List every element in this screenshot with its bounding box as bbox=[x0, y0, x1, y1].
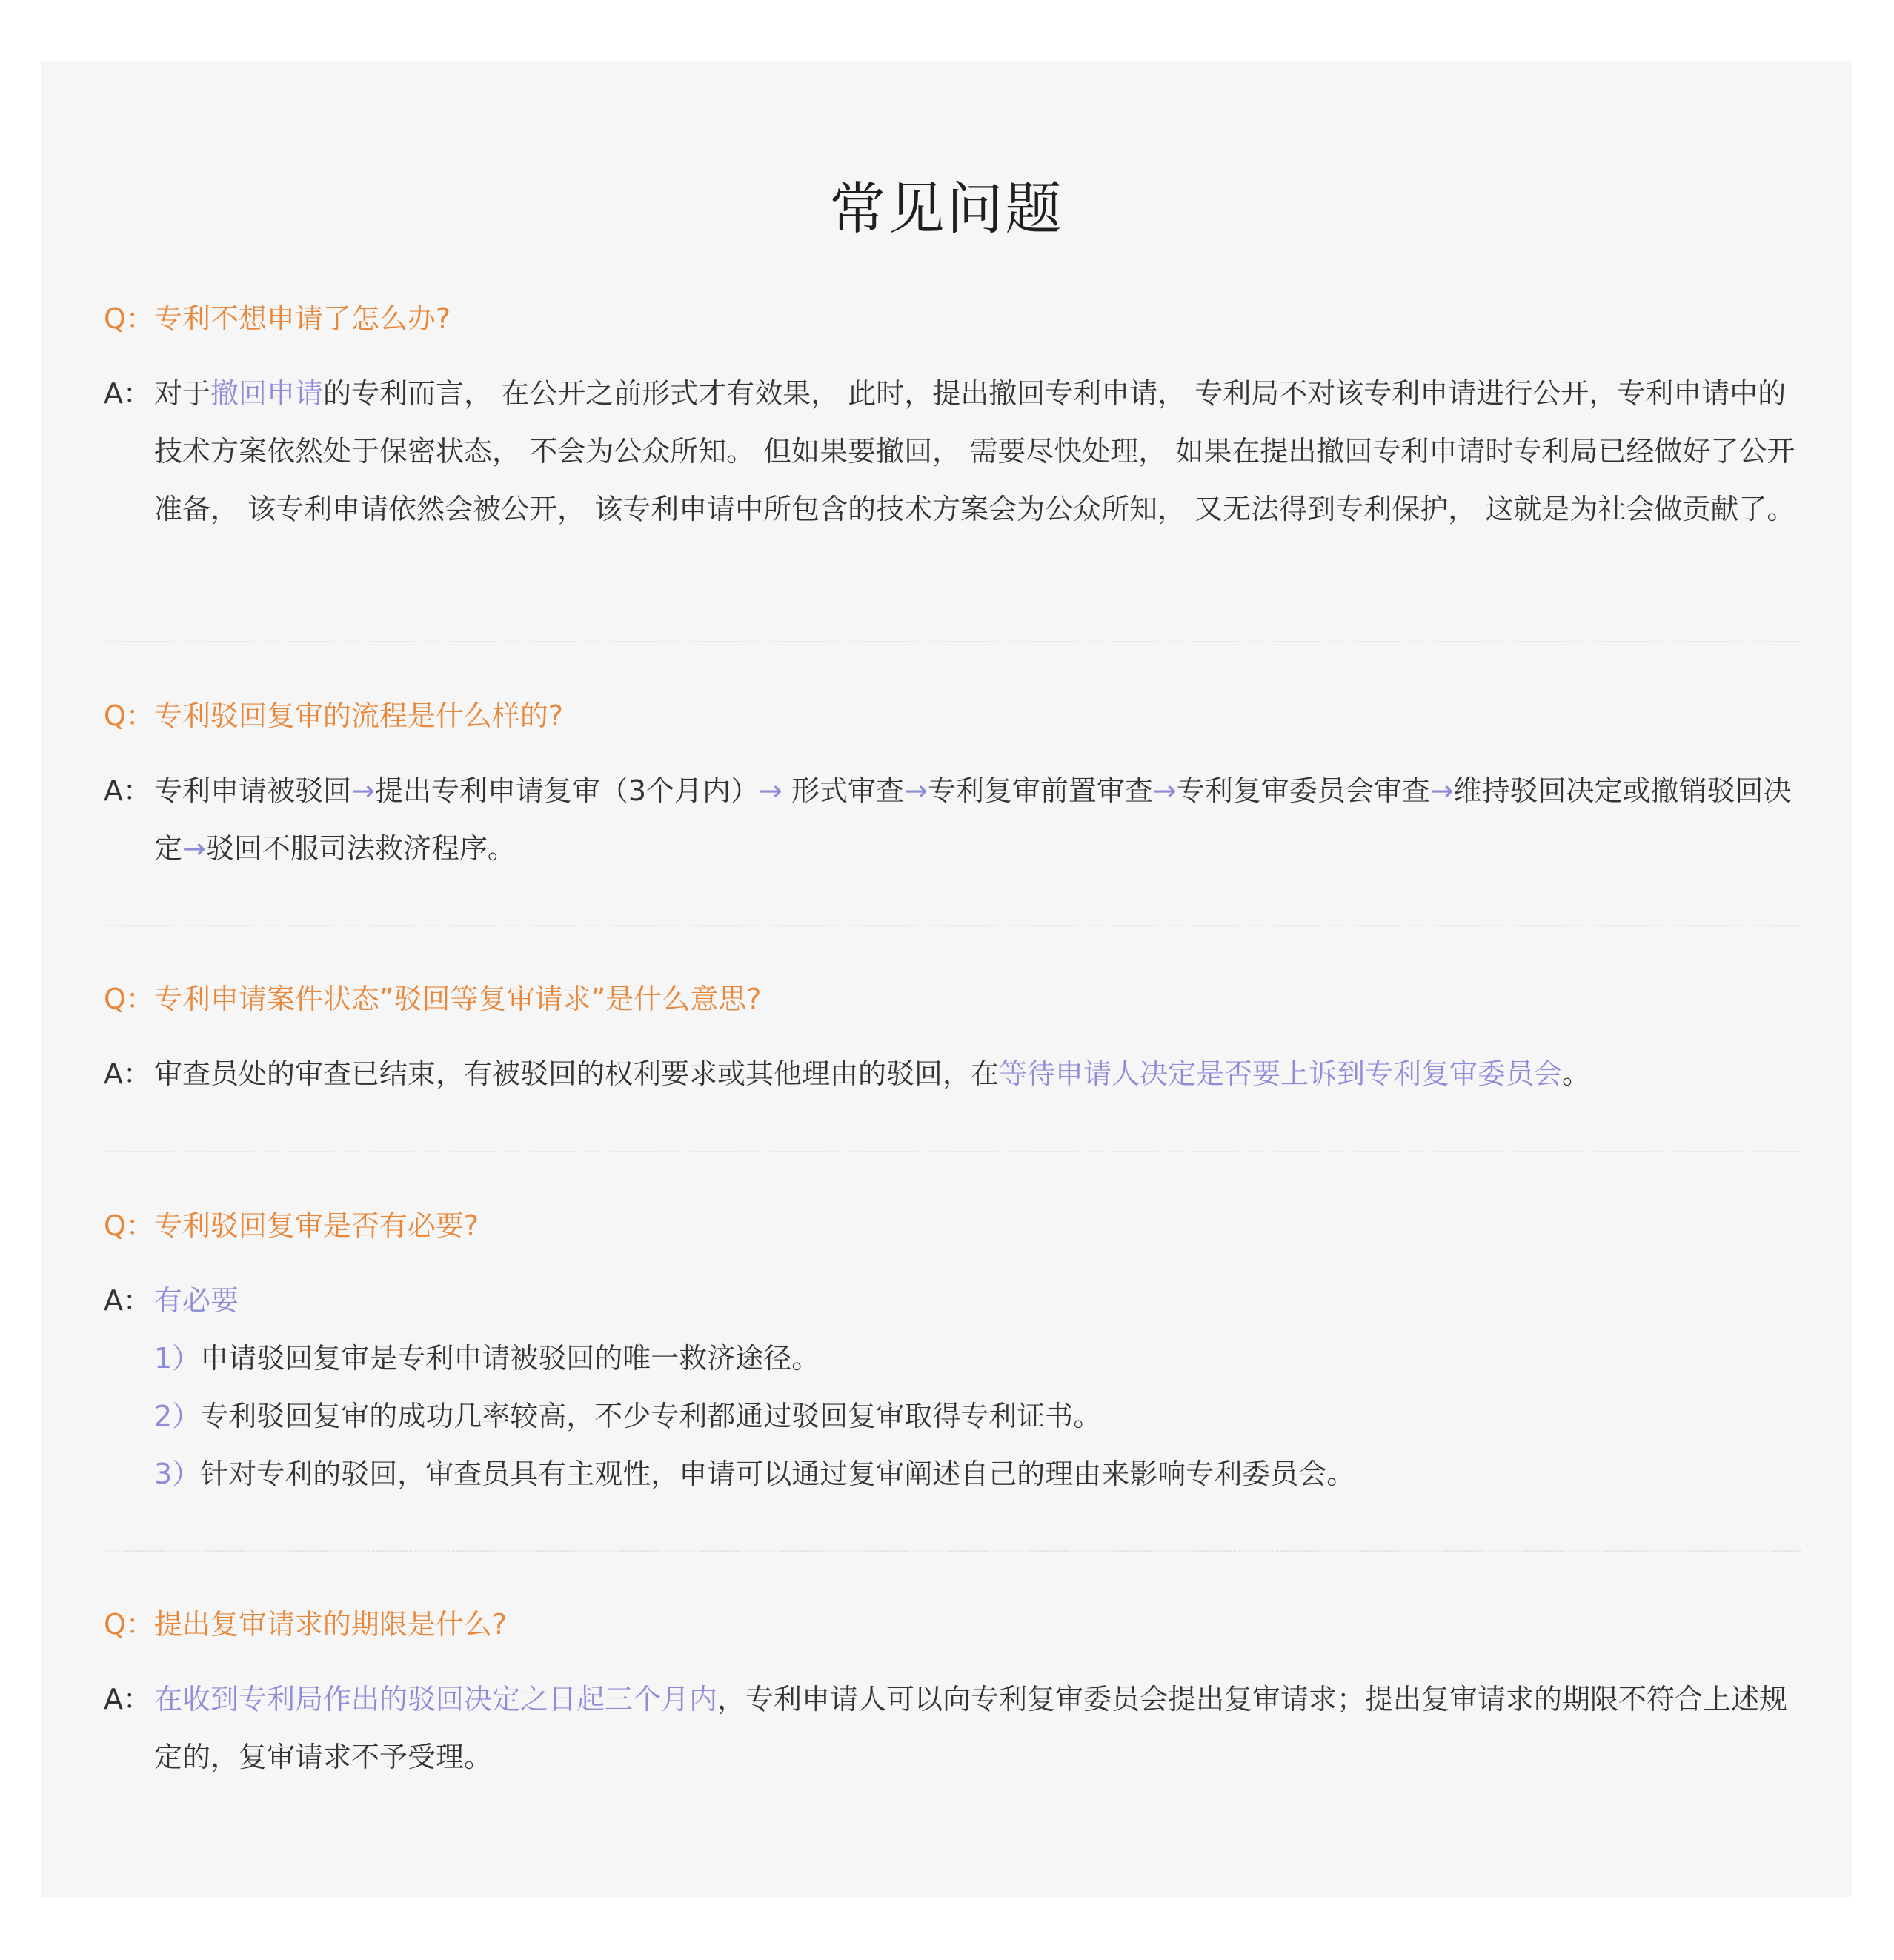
faq-answer-4 bbox=[104, 1272, 1801, 1503]
arrow-right-icon: → bbox=[1429, 774, 1454, 807]
faq-question-2: Q：专利驳回复审的流程是什么样的? bbox=[104, 700, 564, 732]
faq-question-4: Q：专利驳回复审是否有必要? bbox=[104, 1209, 479, 1242]
answer-prefix: A： bbox=[104, 1284, 151, 1317]
answer-body-1 bbox=[154, 365, 1801, 538]
answer-prefix: A： bbox=[104, 774, 151, 807]
faq-answer-2 bbox=[104, 762, 1801, 877]
list-number: 2） bbox=[154, 1400, 201, 1432]
answer-flow bbox=[154, 762, 1801, 877]
list-text: 申请驳回复审是专利申请被驳回的唯一救济途径。 bbox=[200, 1342, 820, 1375]
list-number: 3） bbox=[154, 1458, 201, 1490]
arrow-right-icon: → bbox=[1152, 774, 1177, 807]
answer-prefix: A： bbox=[104, 1057, 151, 1090]
flow-step: 专利复审前置审查 bbox=[927, 774, 1153, 807]
answer-highlight: 有必要 bbox=[154, 1284, 239, 1317]
answer-highlight-link[interactable]: 在收到专利局作出的驳回决定之日起三个月内 bbox=[154, 1683, 718, 1715]
answer-text: 审查员处的审查已结束，有被驳回的权利要求或其他理由的驳回，在 bbox=[154, 1057, 1000, 1090]
flow-step: 维持驳回决定或撤销驳回决定 bbox=[154, 774, 1792, 865]
answer-prefix: A： bbox=[104, 377, 151, 410]
list-text: 针对专利的驳回，审查员具有主观性，申请可以通过复审阐述自己的理由来影响专利委员会。 bbox=[200, 1458, 1355, 1490]
flow-step: 提出专利申请复审（3个月内） bbox=[374, 774, 760, 807]
divider bbox=[104, 641, 1801, 642]
answer-text: 的专利而言， 在公开之前形式才有效果， 此时，提出撤回专利申请， 专利局不对该专利申请进行公开，专利申请中的技术方案依然处于保密状态， 不会为公众所知。 但如果要撤回， 需要尽快处理， 如果在提出撤回专利申请时专利局已经做好了公开准备， 该专利申请依然会被公开， 该专利申请中所包含的技术方案会为公众所知， 又无法得到专利保护， 这就是为社会做贡献了。 bbox=[154, 377, 1795, 525]
arrow-right-icon: → bbox=[903, 774, 928, 807]
answer-lead-text: 对于 bbox=[154, 377, 211, 410]
list-number: 1） bbox=[154, 1342, 201, 1375]
list-item bbox=[154, 1445, 1801, 1503]
faq-question-5: Q：提出复审请求的期限是什么? bbox=[104, 1608, 508, 1641]
flow-step: 专利申请被驳回 bbox=[154, 774, 352, 807]
reason-list bbox=[154, 1329, 1801, 1503]
list-item bbox=[154, 1387, 1801, 1445]
page-title: 常见问题 bbox=[829, 176, 1064, 242]
divider bbox=[104, 1151, 1801, 1152]
answer-body-3 bbox=[154, 1045, 1801, 1103]
flow-step: 驳回不服司法救济程序。 bbox=[205, 832, 516, 865]
faq-answer-1 bbox=[104, 365, 1801, 538]
flow-step: 专利复审委员会审查 bbox=[1176, 774, 1430, 807]
faq-question-1: Q：专利不想申请了怎么办? bbox=[104, 302, 451, 335]
answer-prefix: A： bbox=[104, 1683, 151, 1715]
answer-end: 。 bbox=[1562, 1057, 1591, 1090]
divider bbox=[104, 1550, 1801, 1552]
faq-panel bbox=[41, 61, 1852, 1897]
answer-body-5 bbox=[154, 1670, 1801, 1786]
list-text: 专利驳回复审的成功几率较高，不少专利都通过驳回复审取得专利证书。 bbox=[200, 1400, 1102, 1432]
answer-highlight-link[interactable]: 撤回申请 bbox=[210, 377, 324, 410]
flow-step: 形式审查 bbox=[782, 774, 904, 807]
faq-answer-3 bbox=[104, 1045, 1801, 1103]
arrow-right-icon: → bbox=[351, 774, 375, 807]
list-item bbox=[154, 1329, 1801, 1387]
faq-question-3: Q：专利申请案件状态”驳回等复审请求”是什么意思? bbox=[104, 983, 762, 1015]
answer-text: ，专利申请人可以向专利复审委员会提出复审请求；提出复审请求的期限不符合上述规定的，复审请求不予受理。 bbox=[154, 1683, 1788, 1773]
arrow-right-icon: → bbox=[759, 774, 782, 807]
faq-answer-5 bbox=[104, 1670, 1801, 1786]
divider bbox=[104, 925, 1801, 926]
arrow-right-icon: → bbox=[182, 832, 206, 865]
answer-highlight-link[interactable]: 等待申请人决定是否要上诉到专利复审委员会 bbox=[999, 1057, 1563, 1090]
answer-body-4 bbox=[154, 1272, 1801, 1329]
